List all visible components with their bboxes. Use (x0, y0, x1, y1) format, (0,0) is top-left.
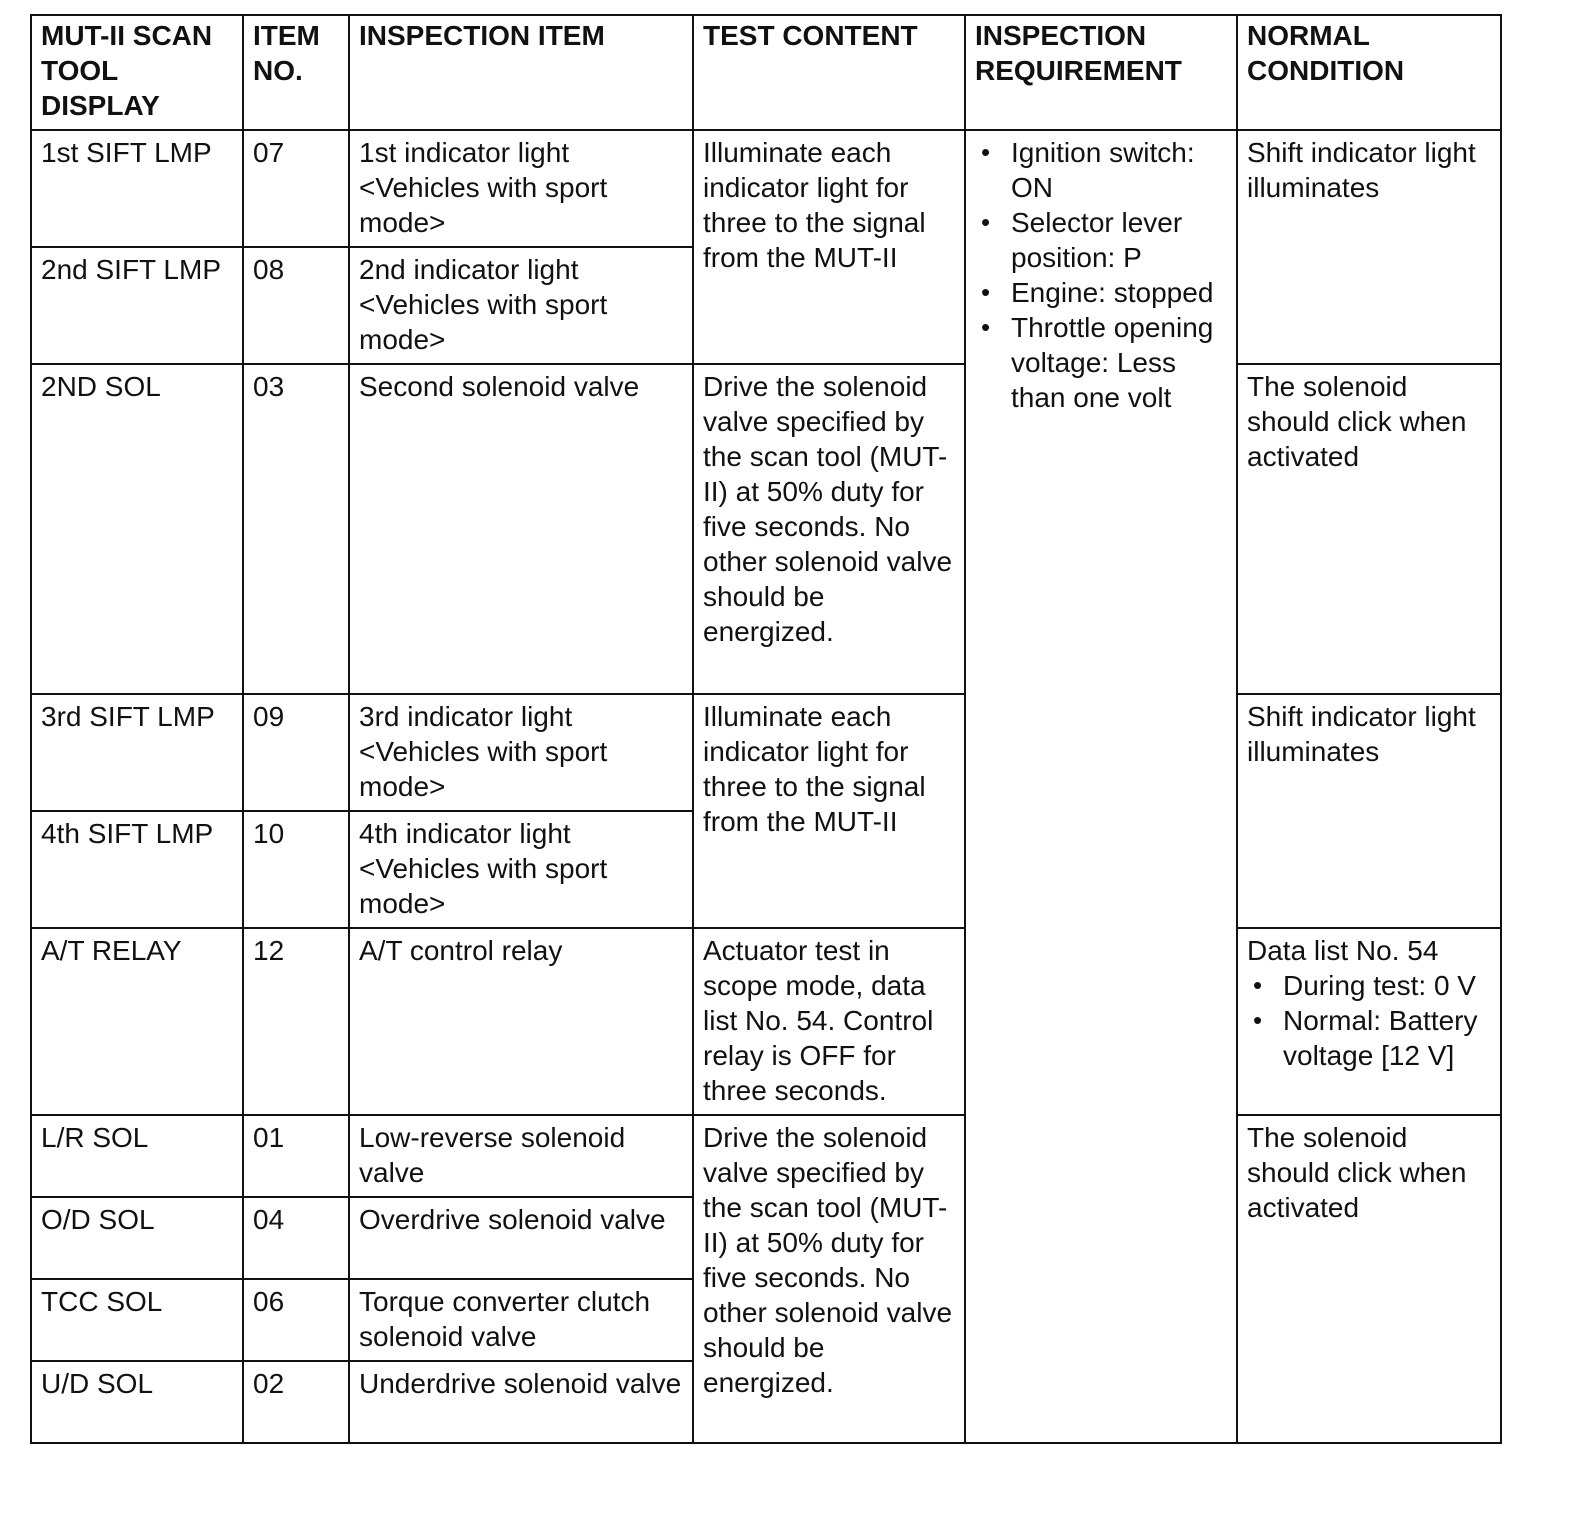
cell-item-no: 12 (243, 928, 349, 1115)
table-header-row (31, 15, 1501, 130)
requirement-item: • Throttle opening voltage: Less than one volt (1011, 310, 1228, 415)
cell-item-no: 08 (243, 247, 349, 364)
cell-inspection-requirement (965, 130, 1237, 1443)
cell-inspection-item: 3rd indicator light <Vehicles with sport mode> (349, 694, 693, 811)
cell-display: U/D SOL (31, 1361, 243, 1443)
cell-normal-condition-solenoids: The solenoid should click when activated (1237, 1115, 1501, 1443)
inspection-table-sheet (30, 14, 1500, 1444)
cell-inspection-item: Second solenoid valve (349, 364, 693, 694)
cell-display: 1st SIFT LMP (31, 130, 243, 247)
header-normal-condition: NORMAL CONDITION (1237, 15, 1501, 130)
cell-inspection-item: Overdrive solenoid valve (349, 1197, 693, 1279)
relay-condition-item: • Normal: Battery voltage [12 V] (1283, 1003, 1492, 1073)
cell-display: TCC SOL (31, 1279, 243, 1361)
actuator-test-table (30, 14, 1502, 1444)
header-inspection-requirement: INSPECTION REQUIREMENT (965, 15, 1237, 130)
header-item-no: ITEM NO. (243, 15, 349, 130)
cell-item-no: 03 (243, 364, 349, 694)
cell-inspection-item: 4th indicator light <Vehicles with sport mode> (349, 811, 693, 928)
cell-normal-condition-relay (1237, 928, 1501, 1115)
cell-inspection-item: A/T control relay (349, 928, 693, 1115)
relay-condition-list (1247, 968, 1492, 1073)
requirement-list (975, 135, 1228, 415)
data-list-title: Data list No. 54 (1247, 935, 1439, 966)
table-row (31, 130, 1501, 247)
requirement-item: • Engine: stopped (1011, 275, 1228, 310)
cell-item-no: 09 (243, 694, 349, 811)
cell-test-content-second-sol: Drive the solenoid valve specified by the scan tool (MUT-II) at 50% duty for five seconds. No other solenoid valve should be energized. (693, 364, 965, 694)
cell-test-content-solenoids: Drive the solenoid valve specified by the scan tool (MUT-II) at 50% duty for five seconds. No other solenoid valve should be energized. (693, 1115, 965, 1443)
cell-display: O/D SOL (31, 1197, 243, 1279)
cell-display: 4th SIFT LMP (31, 811, 243, 928)
table-row (31, 694, 1501, 811)
cell-normal-condition-lamps-a: Shift indicator light illuminates (1237, 130, 1501, 364)
cell-item-no: 10 (243, 811, 349, 928)
cell-item-no: 01 (243, 1115, 349, 1197)
cell-test-content-lamps-b: Illuminate each indicator light for three to the signal from the MUT-II (693, 694, 965, 928)
cell-display: 2nd SIFT LMP (31, 247, 243, 364)
cell-inspection-item: Underdrive solenoid valve (349, 1361, 693, 1443)
header-inspection-item: INSPECTION ITEM (349, 15, 693, 130)
cell-test-content-lamps-a: Illuminate each indicator light for three to the signal from the MUT-II (693, 130, 965, 364)
cell-normal-condition-second-sol: The solenoid should click when activated (1237, 364, 1501, 694)
cell-inspection-item: Torque converter clutch solenoid valve (349, 1279, 693, 1361)
cell-inspection-item: 2nd indicator light <Vehicles with sport mode> (349, 247, 693, 364)
cell-display: 3rd SIFT LMP (31, 694, 243, 811)
table-row (31, 928, 1501, 1115)
cell-item-no: 06 (243, 1279, 349, 1361)
table-row (31, 1115, 1501, 1197)
requirement-item: • Selector lever position: P (1011, 205, 1228, 275)
header-test-content: TEST CONTENT (693, 15, 965, 130)
cell-display: L/R SOL (31, 1115, 243, 1197)
relay-condition-item: • During test: 0 V (1283, 968, 1492, 1003)
cell-display: 2ND SOL (31, 364, 243, 694)
cell-test-content-relay: Actuator test in scope mode, data list No. 54. Control relay is OFF for three seconds. (693, 928, 965, 1115)
cell-display: A/T RELAY (31, 928, 243, 1115)
cell-normal-condition-lamps-b: Shift indicator light illuminates (1237, 694, 1501, 928)
cell-inspection-item: Low-reverse solenoid valve (349, 1115, 693, 1197)
cell-item-no: 02 (243, 1361, 349, 1443)
header-scan-tool-display: MUT-II SCAN TOOL DISPLAY (31, 15, 243, 130)
requirement-item: • Ignition switch: ON (1011, 135, 1228, 205)
cell-item-no: 07 (243, 130, 349, 247)
cell-item-no: 04 (243, 1197, 349, 1279)
cell-inspection-item: 1st indicator light <Vehicles with sport mode> (349, 130, 693, 247)
table-row (31, 364, 1501, 694)
